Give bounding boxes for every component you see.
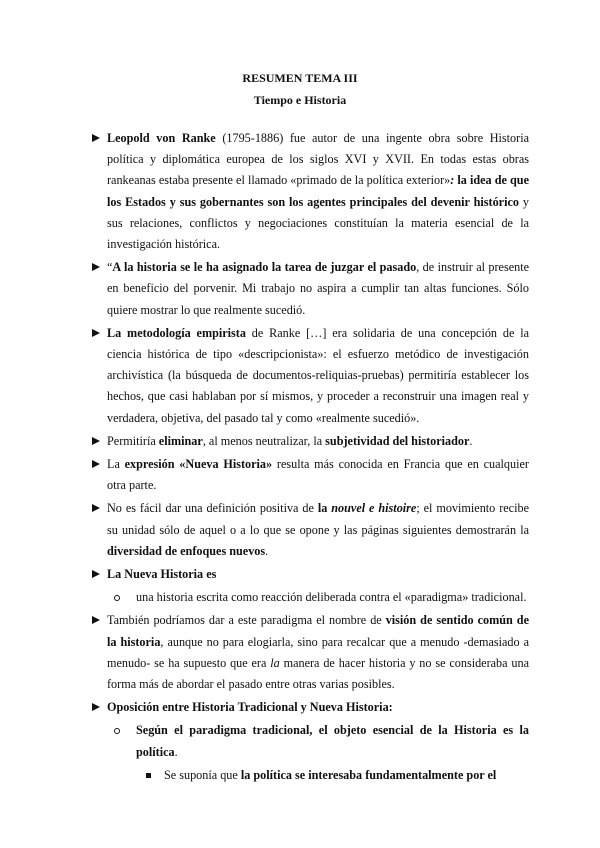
bold-text: expresión «Nueva Historia» bbox=[124, 457, 273, 472]
text: una historia escrita como reacción deliberada contra el «paradigma» tradicional. bbox=[136, 590, 527, 605]
document-title: RESUMEN TEMA III bbox=[242, 71, 358, 85]
bold-italic-text: : bbox=[450, 173, 458, 188]
arrow-bullet-icon bbox=[92, 134, 100, 142]
bold-text: Leopold von Ranke bbox=[107, 131, 216, 145]
arrow-bullet-icon bbox=[92, 616, 100, 624]
sub-bullet-item bbox=[92, 720, 529, 762]
arrow-bullet-icon bbox=[92, 504, 100, 512]
text: de Ranke […] era solidaria de una concepción de la ciencia histórica de tipo «descripcionista»: el esfuerzo metódico de investigación archivística (la búsqueda de documentos-reliquias-pruebas) permitiría establecer los hechos, que casi hablaban por sí mismos, y proceder a reconstruir una imagen real y verdadera, objetiva, del pasado tal y como «realmente sucedió». bbox=[107, 325, 529, 425]
text: Se suponía que bbox=[164, 767, 241, 782]
text: . bbox=[469, 433, 473, 448]
text: Permitiría bbox=[107, 433, 159, 448]
text: , al menos neutralizar, la bbox=[202, 433, 326, 448]
text: . bbox=[265, 543, 269, 558]
document-subtitle: Tiempo e Historia bbox=[253, 93, 347, 107]
bold-text: Oposición entre Historia Tradicional y Nueva Historia: bbox=[107, 700, 393, 715]
arrow-bullet-icon bbox=[92, 460, 100, 468]
italic-text: la bbox=[270, 655, 280, 670]
bullet-item-subjectivity bbox=[92, 431, 529, 452]
bold-text: la idea de que los Estados y sus gobernantes son los agentes principales del devenir histórico bbox=[107, 173, 529, 209]
text: (1795-1886) fue autor de una ingente obra sobre Historia política y diplomática europea de los siglos XVI y XVII. En todas estas obras rankeanas estaba presente el llamado «primado de la política exterior» bbox=[107, 131, 529, 188]
arrow-bullet-icon bbox=[92, 570, 100, 578]
bullet-item-oposicion bbox=[92, 697, 529, 718]
bold-text: diversidad de enfoques nuevos bbox=[107, 543, 266, 558]
sub-bullet-item bbox=[92, 587, 529, 608]
bold-text: A la historia se le ha asignado la tarea de juzgar el pasado bbox=[112, 260, 417, 275]
text: , de instruir al presente en beneficio del porvenir. Mi trabajo no aspira a cumplir tan altas funciones. Sólo quiere mostrar lo que realmente sucedió. bbox=[107, 260, 530, 317]
text: , aunque no para elogiarla, sino para recalcar que a menudo -demasiado a menudo- se ha supuesto que era bbox=[107, 634, 529, 670]
arrow-bullet-icon bbox=[92, 329, 100, 337]
bold-text: Según el paradigma tradicional, el objeto esencial de la Historia es la política bbox=[136, 723, 529, 759]
text: La bbox=[107, 457, 125, 472]
circle-bullet-icon bbox=[114, 728, 120, 734]
text: También podríamos dar a este paradigma el nombre de bbox=[107, 613, 386, 628]
bullet-list bbox=[92, 128, 529, 786]
text: “ bbox=[107, 260, 113, 275]
bold-text: eliminar bbox=[158, 433, 203, 448]
bullet-item-nueva-historia bbox=[92, 454, 529, 496]
text: resulta más conocida en Francia que en cualquier otra parte. bbox=[107, 457, 529, 493]
bullet-item-nueva-historia-es bbox=[92, 564, 529, 585]
text: . bbox=[174, 744, 178, 759]
text: y sus relaciones, conflictos y negociaciones constituían la materia esencial de la investigación histórica. bbox=[107, 194, 530, 252]
text: ; el movimiento recibe su unidad sólo de aquel o a lo que se opone y las páginas siguientes demostrarán la bbox=[107, 501, 529, 537]
arrow-bullet-icon bbox=[92, 437, 100, 445]
square-bullet-icon bbox=[146, 773, 151, 778]
bullet-item-definition bbox=[92, 498, 529, 562]
arrow-bullet-icon bbox=[92, 703, 100, 711]
bullet-item-sentido-comun bbox=[92, 610, 529, 695]
bold-text: La Nueva Historia es bbox=[107, 567, 217, 582]
bold-text: visión de sentido común de la historia bbox=[107, 613, 529, 649]
bold-text: la bbox=[317, 501, 332, 516]
bold-text: La metodología empirista bbox=[107, 325, 246, 340]
text: No es fácil dar una definición positiva de bbox=[107, 501, 318, 516]
circle-bullet-icon bbox=[114, 595, 120, 601]
bold-text: la política se interesaba fundamentalmente por el bbox=[240, 767, 497, 782]
text: manera de hacer historia y no se consideraba una forma más de abordar el pasado entre otras varias posibles. bbox=[107, 655, 530, 692]
bullet-item-ranke bbox=[92, 128, 529, 255]
bullet-item-methodology bbox=[92, 323, 529, 429]
arrow-bullet-icon bbox=[92, 263, 100, 271]
bullet-item-quote bbox=[92, 257, 529, 321]
bold-italic-text: nouvel e histoire bbox=[331, 501, 417, 516]
sub-sub-bullet-item bbox=[92, 765, 529, 786]
bold-text: subjetividad del historiador bbox=[325, 433, 470, 448]
